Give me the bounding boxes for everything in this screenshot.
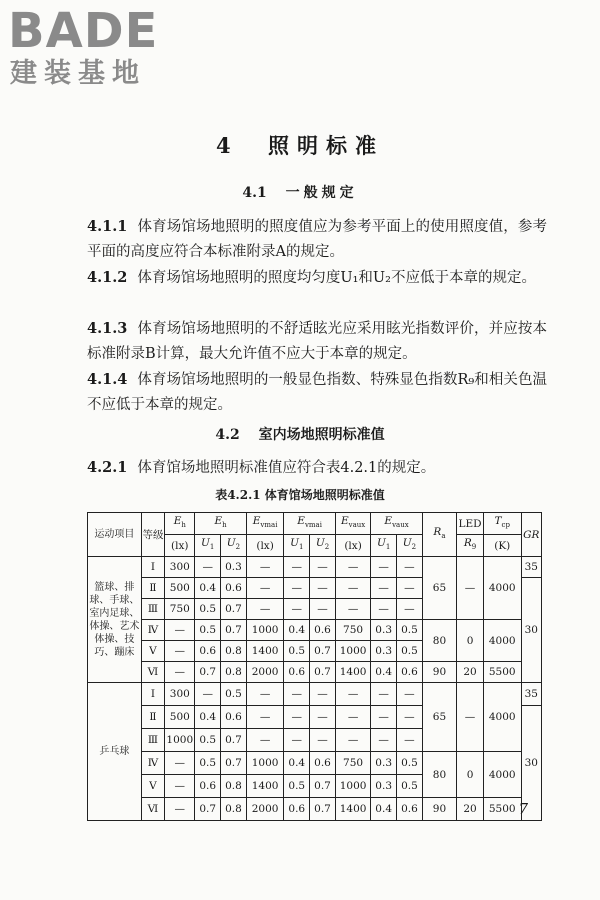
evmai-u2-cell: 0.7 — [310, 798, 336, 821]
evaux-u2-cell: — — [397, 706, 423, 729]
table-row — [88, 752, 542, 775]
header-ra: $R_a$ — [422, 513, 456, 557]
table-row — [88, 662, 542, 683]
eh-u1-cell: 0.6 — [195, 775, 221, 798]
clause-number: 4.1.2 — [87, 269, 128, 286]
evmai-cell: — — [246, 557, 284, 578]
level-cell: Ⅳ — [141, 752, 165, 775]
table-caption: 表4.2.1 体育馆场地照明标准值 — [215, 488, 385, 502]
tcp-cell: 5500 — [483, 798, 521, 821]
sport-name: 篮球、排球、手球、室内足球、体操、艺术体操、技巧、蹦床 — [88, 557, 142, 683]
eh-u2-cell: 0.3 — [221, 557, 247, 578]
clause-text: 体育馆场地照明标准值应符合表4.2.1的规定。 — [137, 460, 436, 476]
header-eh: $E_h$ — [165, 513, 195, 535]
eh-u1-cell: 0.5 — [195, 752, 221, 775]
eh-u2-cell: 0.8 — [221, 798, 247, 821]
eh-u2-cell: 0.6 — [221, 578, 247, 599]
sport-name: 乒乓球 — [88, 683, 142, 821]
evaux-u2-cell: — — [397, 729, 423, 752]
clause-number: 4.2.1 — [87, 459, 128, 476]
chapter-title-text: 照明标准 — [267, 133, 384, 158]
evmai-u2-cell: — — [310, 706, 336, 729]
clause-4-1-4 — [87, 367, 547, 418]
evaux-cell: 1000 — [335, 641, 370, 662]
header-u2: $U_2$ — [221, 535, 247, 557]
page-number: 7 — [518, 800, 528, 818]
evaux-u1-cell: 0.3 — [371, 641, 397, 662]
gr-cell: 30 — [521, 578, 541, 683]
header-eh-group: $E_h$ — [195, 513, 247, 535]
eh-u1-cell: — — [195, 683, 221, 706]
eh-u1-cell: 0.5 — [195, 729, 221, 752]
eh-cell: — — [165, 641, 195, 662]
evaux-cell: — — [335, 599, 370, 620]
evmai-cell: 2000 — [246, 798, 284, 821]
evmai-u2-cell: 0.7 — [310, 662, 336, 683]
lighting-standard-table — [87, 512, 542, 821]
evmai-cell: — — [246, 599, 284, 620]
evaux-u1-cell: — — [371, 599, 397, 620]
evaux-u2-cell: — — [397, 683, 423, 706]
led-r9-cell: 20 — [457, 662, 484, 683]
tcp-cell: 4000 — [483, 620, 521, 662]
ra-cell: 90 — [422, 662, 456, 683]
evaux-u2-cell: 0.6 — [397, 798, 423, 821]
eh-u2-cell: 0.8 — [221, 641, 247, 662]
header-u2: $U_2$ — [397, 535, 423, 557]
tcp-cell: 4000 — [483, 683, 521, 752]
eh-u2-cell: 0.7 — [221, 599, 247, 620]
eh-cell: 500 — [165, 578, 195, 599]
evaux-u2-cell: 0.5 — [397, 775, 423, 798]
eh-cell: 500 — [165, 706, 195, 729]
evaux-cell: 750 — [335, 620, 370, 641]
clause-text: 体育场馆场地照明的照度均匀度U₁和U₂不应低于本章的规定。 — [137, 270, 536, 286]
eh-u1-cell: 0.7 — [195, 662, 221, 683]
eh-cell: 300 — [165, 557, 195, 578]
header-evaux-group: $E_{vaux}$ — [371, 513, 423, 535]
eh-u2-cell: 0.7 — [221, 752, 247, 775]
evmai-u1-cell: — — [284, 683, 310, 706]
evaux-cell: — — [335, 729, 370, 752]
eh-cell: — — [165, 775, 195, 798]
ra-cell: 65 — [422, 683, 456, 752]
eh-cell: — — [165, 752, 195, 775]
evmai-u1-cell: — — [284, 599, 310, 620]
evmai-u2-cell: — — [310, 683, 336, 706]
eh-u1-cell: — — [195, 557, 221, 578]
evmai-u2-cell: 0.6 — [310, 752, 336, 775]
evmai-cell: 1400 — [246, 775, 284, 798]
level-cell: Ⅲ — [141, 599, 165, 620]
evaux-u1-cell: — — [371, 557, 397, 578]
clause-number: 4.1.1 — [87, 218, 128, 235]
eh-u1-cell: 0.5 — [195, 620, 221, 641]
section-4-2-title — [0, 424, 600, 444]
table-row — [88, 798, 542, 821]
eh-u2-cell: 0.8 — [221, 775, 247, 798]
eh-u1-cell: 0.6 — [195, 641, 221, 662]
header-evaux: $E_{vaux}$ — [335, 513, 370, 535]
evaux-u2-cell: 0.5 — [397, 752, 423, 775]
clause-text: 体育场馆场地照明的不舒适眩光应采用眩光指数评价，并应按本标准附录B计算，最大允许值不应大于本章的规定。 — [87, 321, 547, 362]
evmai-u1-cell: 0.6 — [284, 662, 310, 683]
header-tcp-unit: (K) — [483, 535, 521, 557]
evmai-cell: — — [246, 683, 284, 706]
level-cell: Ⅲ — [141, 729, 165, 752]
level-cell: Ⅴ — [141, 775, 165, 798]
tcp-cell: 5500 — [483, 662, 521, 683]
chapter-number: 4 — [216, 133, 239, 158]
eh-cell: — — [165, 662, 195, 683]
clause-text: 体育场馆场地照明的一般显色指数、特殊显色指数R₉和相关色温不应低于本章的规定。 — [87, 372, 547, 413]
evmai-u1-cell: — — [284, 578, 310, 599]
evmai-u1-cell: 0.4 — [284, 620, 310, 641]
header-evmai-unit: (lx) — [246, 535, 284, 557]
evaux-u1-cell: 0.3 — [371, 620, 397, 641]
ra-cell: 80 — [422, 620, 456, 662]
evmai-u2-cell: 0.7 — [310, 775, 336, 798]
eh-cell: 300 — [165, 683, 195, 706]
header-u1: $U_1$ — [195, 535, 221, 557]
evmai-u2-cell: — — [310, 557, 336, 578]
clause-4-2-1 — [87, 455, 547, 481]
header-eh-unit: (lx) — [165, 535, 195, 557]
evaux-u1-cell: — — [371, 683, 397, 706]
evmai-cell: 1400 — [246, 641, 284, 662]
eh-u2-cell: 0.7 — [221, 729, 247, 752]
evaux-cell: 750 — [335, 752, 370, 775]
header-gr: GR — [521, 513, 541, 557]
evmai-cell: 2000 — [246, 662, 284, 683]
evmai-u2-cell: — — [310, 729, 336, 752]
header-tcp: $T_{cp}$ — [483, 513, 521, 535]
evmai-u1-cell: — — [284, 557, 310, 578]
header-u2: $U_2$ — [310, 535, 336, 557]
evaux-u1-cell: 0.3 — [371, 752, 397, 775]
evaux-u1-cell: — — [371, 706, 397, 729]
clause-number: 4.1.4 — [87, 371, 128, 388]
gr-cell: 35 — [521, 683, 541, 706]
eh-cell: 750 — [165, 599, 195, 620]
evmai-cell: 1000 — [246, 620, 284, 641]
evaux-u1-cell: 0.4 — [371, 798, 397, 821]
evaux-u1-cell: 0.3 — [371, 775, 397, 798]
clause-4-1-2 — [87, 265, 547, 291]
evaux-cell: 1400 — [335, 798, 370, 821]
eh-u2-cell: 0.7 — [221, 620, 247, 641]
header-sport: 运动项目 — [88, 513, 142, 557]
section-title-text: 室内场地照明标准值 — [258, 427, 385, 443]
tcp-cell: 4000 — [483, 557, 521, 620]
evmai-u2-cell: — — [310, 578, 336, 599]
evaux-cell: 1400 — [335, 662, 370, 683]
evmai-cell: — — [246, 729, 284, 752]
eh-u1-cell: 0.4 — [195, 578, 221, 599]
eh-u1-cell: 0.4 — [195, 706, 221, 729]
evmai-u1-cell: 0.5 — [284, 775, 310, 798]
led-r9-cell: 0 — [457, 620, 484, 662]
evaux-cell: — — [335, 683, 370, 706]
logo-main-text: BADE — [8, 3, 159, 59]
eh-u2-cell: 0.5 — [221, 683, 247, 706]
section-number: 4.1 — [242, 185, 267, 201]
tcp-cell: 4000 — [483, 752, 521, 798]
level-cell: Ⅴ — [141, 641, 165, 662]
evmai-cell: — — [246, 706, 284, 729]
led-r9-cell: — — [457, 557, 484, 620]
table-row — [88, 683, 542, 706]
eh-cell: — — [165, 798, 195, 821]
evmai-cell: — — [246, 578, 284, 599]
section-4-1-title — [0, 182, 600, 202]
header-u1: $U_1$ — [284, 535, 310, 557]
level-cell: Ⅵ — [141, 662, 165, 683]
ra-cell: 65 — [422, 557, 456, 620]
bade-logo — [8, 2, 178, 92]
level-cell: Ⅰ — [141, 683, 165, 706]
header-evmai: $E_{vmai}$ — [246, 513, 284, 535]
evaux-u2-cell: — — [397, 578, 423, 599]
evaux-u2-cell: 0.5 — [397, 641, 423, 662]
evmai-u2-cell: — — [310, 599, 336, 620]
led-r9-cell: — — [457, 683, 484, 752]
clause-text: 体育场馆场地照明的照度值应为参考平面上的使用照度值，参考平面的高度应符合本标准附录A的规定。 — [87, 219, 547, 260]
gr-cell: 30 — [521, 706, 541, 821]
eh-u1-cell: 0.7 — [195, 798, 221, 821]
level-cell: Ⅰ — [141, 557, 165, 578]
evaux-u2-cell: 0.5 — [397, 620, 423, 641]
level-cell: Ⅳ — [141, 620, 165, 641]
section-number: 4.2 — [215, 427, 240, 443]
evaux-u2-cell: 0.6 — [397, 662, 423, 683]
evmai-cell: 1000 — [246, 752, 284, 775]
evaux-cell: — — [335, 578, 370, 599]
evmai-u2-cell: 0.7 — [310, 641, 336, 662]
eh-cell: 1000 — [165, 729, 195, 752]
evaux-u1-cell: 0.4 — [371, 662, 397, 683]
chapter-title — [0, 130, 600, 160]
evaux-cell: — — [335, 706, 370, 729]
ra-cell: 80 — [422, 752, 456, 798]
evaux-cell: 1000 — [335, 775, 370, 798]
clause-4-1-3 — [87, 316, 547, 367]
header-u1: $U_1$ — [371, 535, 397, 557]
level-cell: Ⅱ — [141, 706, 165, 729]
ra-cell: 90 — [422, 798, 456, 821]
clause-4-1-1 — [87, 214, 547, 265]
led-r9-cell: 0 — [457, 752, 484, 798]
level-cell: Ⅵ — [141, 798, 165, 821]
led-r9-cell: 20 — [457, 798, 484, 821]
eh-u2-cell: 0.6 — [221, 706, 247, 729]
header-r9: $R_9$ — [457, 535, 484, 557]
evaux-u2-cell: — — [397, 557, 423, 578]
evmai-u1-cell: 0.5 — [284, 641, 310, 662]
evaux-u2-cell: — — [397, 599, 423, 620]
evaux-u1-cell: — — [371, 578, 397, 599]
gr-cell: 35 — [521, 557, 541, 578]
header-evaux-unit: (lx) — [335, 535, 370, 557]
evmai-u1-cell: — — [284, 729, 310, 752]
eh-u1-cell: 0.5 — [195, 599, 221, 620]
evaux-cell: — — [335, 557, 370, 578]
table-row — [88, 620, 542, 641]
evmai-u2-cell: 0.6 — [310, 620, 336, 641]
evmai-u1-cell: 0.4 — [284, 752, 310, 775]
evmai-u1-cell: 0.6 — [284, 798, 310, 821]
evmai-u1-cell: — — [284, 706, 310, 729]
level-cell: Ⅱ — [141, 578, 165, 599]
clause-number: 4.1.3 — [87, 320, 128, 337]
header-evmai-group: $E_{vmai}$ — [284, 513, 336, 535]
logo-sub-text: 建装基地 — [10, 58, 146, 89]
table-row — [88, 557, 542, 578]
evaux-u1-cell: — — [371, 729, 397, 752]
eh-cell: — — [165, 620, 195, 641]
header-led: LED — [457, 513, 484, 535]
eh-u2-cell: 0.8 — [221, 662, 247, 683]
header-level: 等级 — [141, 513, 165, 557]
section-title-text: 一般规定 — [285, 185, 358, 201]
